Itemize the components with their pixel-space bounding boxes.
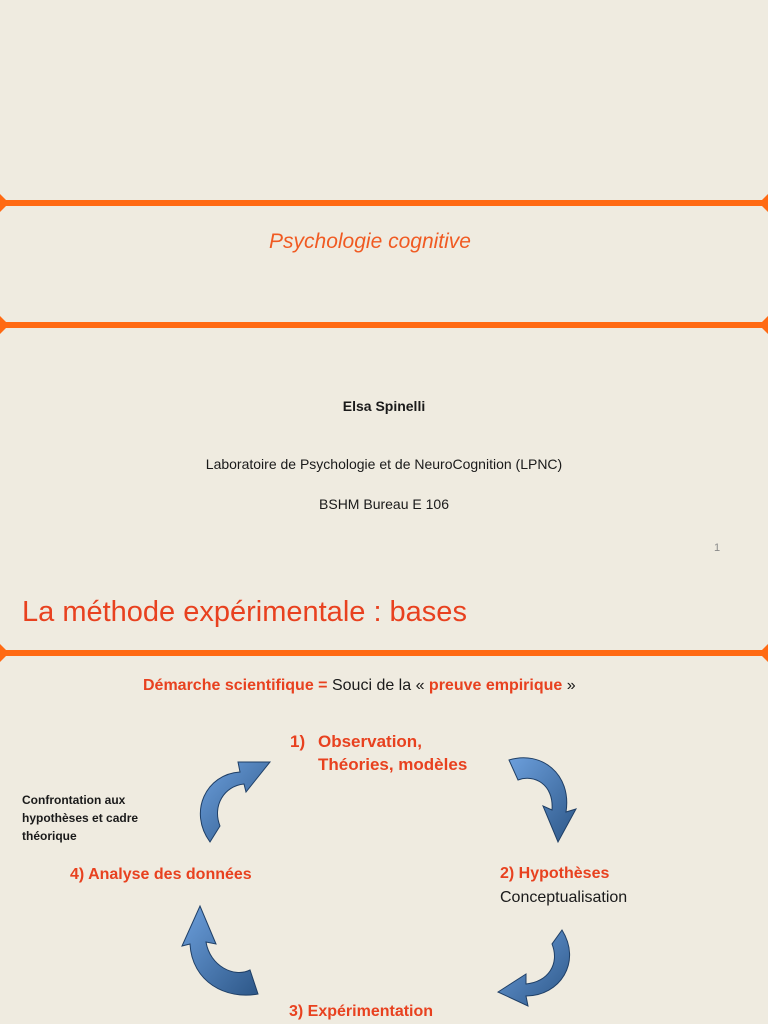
confrontation-note [22, 791, 138, 845]
step-2-subtitle: Conceptualisation [500, 889, 628, 906]
author-name: Elsa Spinelli [342, 398, 426, 414]
subtitle-line [143, 677, 576, 695]
slide-2 [0, 570, 768, 1024]
title-orange-rule [0, 644, 768, 662]
cycle-arrow-top-right-icon [506, 754, 582, 844]
cycle-arrow-bottom-left-icon [186, 904, 264, 998]
note-line-2: hypothèses et cadre [22, 811, 139, 825]
step-1-number: 1) [290, 732, 306, 751]
step-1-line-2: Théories, modèles [318, 755, 468, 774]
subtitle-part-preuve: preuve empirique [428, 677, 563, 694]
slide-1-title: Psychologie cognitive [269, 230, 471, 253]
cycle-arrow-bottom-right-icon [496, 926, 582, 1010]
subtitle-part-demarche: Démarche scientifique = [143, 677, 332, 694]
subtitle-part-souci: Souci de la « [331, 677, 429, 694]
bottom-orange-rule [0, 316, 768, 334]
note-line-1: Confrontation aux [22, 793, 126, 807]
office-location: BSHM Bureau E 106 [319, 496, 449, 512]
page-number: 1 [714, 542, 721, 554]
note-line-3: théorique [22, 829, 77, 843]
slide-2-title: La méthode expérimentale : bases [22, 596, 467, 628]
step-1-line-1: Observation, [318, 732, 422, 751]
top-orange-rule [0, 194, 768, 212]
step-2-title: 2) Hypothèses [500, 865, 610, 882]
subtitle-part-close: » [562, 677, 576, 694]
cycle-arrow-top-left-icon [196, 754, 276, 844]
step-3-title: 3) Expérimentation [289, 1003, 434, 1020]
lab-name: Laboratoire de Psychologie et de NeuroCognition (LPNC) [205, 456, 563, 472]
step-4-title: 4) Analyse des données [70, 866, 252, 883]
